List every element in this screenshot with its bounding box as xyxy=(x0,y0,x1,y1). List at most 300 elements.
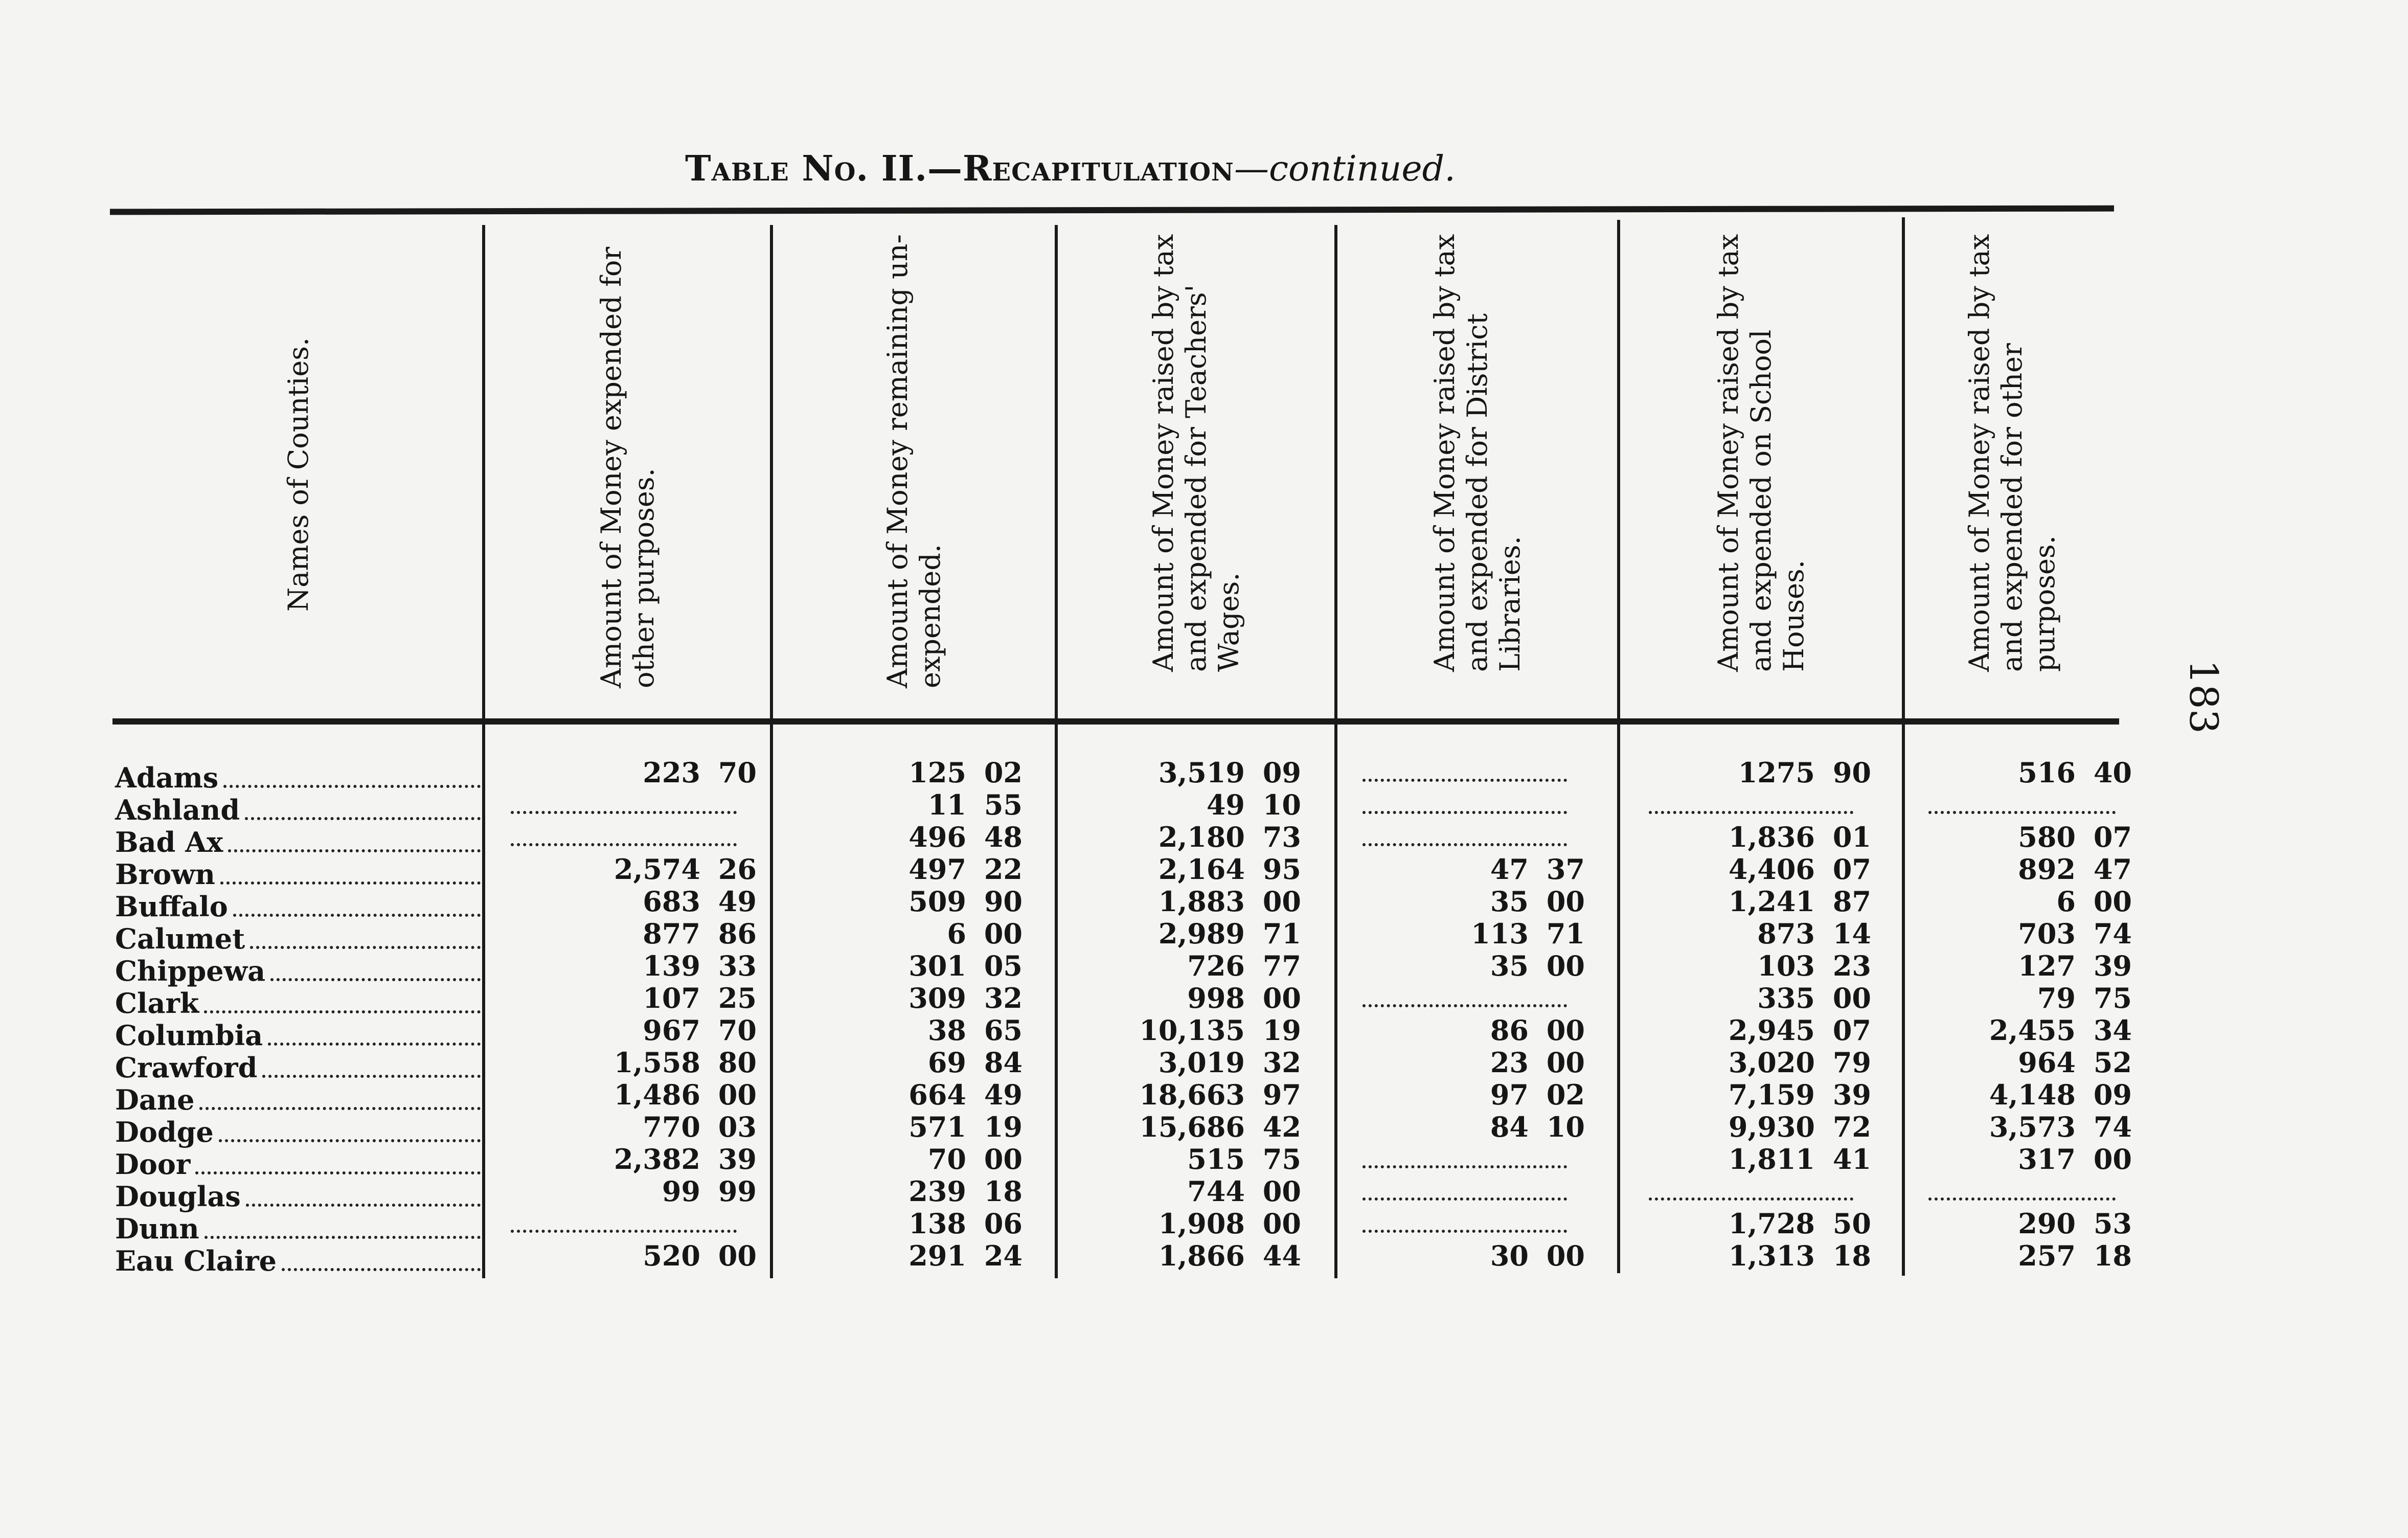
amount-cell xyxy=(491,918,757,950)
leader-dots xyxy=(228,849,481,852)
dollars: 223 xyxy=(643,756,700,789)
cents: 18 xyxy=(2093,1239,2132,1272)
table-row-county xyxy=(115,1181,481,1213)
leader-dots xyxy=(282,1268,481,1271)
cents: 07 xyxy=(2093,821,2132,853)
header-county xyxy=(115,240,482,716)
header-other-expended-label: Amount of Money expended for other purposes. xyxy=(595,246,660,688)
cents: 53 xyxy=(2093,1207,2132,1240)
amount-cell xyxy=(1912,918,2132,950)
dollars: 2,455 xyxy=(1989,1014,2076,1047)
cents: 33 xyxy=(718,949,757,982)
dollars: 4,406 xyxy=(1728,853,1815,886)
amount-cell xyxy=(1631,821,1871,853)
leader-dots xyxy=(1649,811,1853,814)
dollars: 998 xyxy=(1187,982,1245,1014)
county-name: Bad Ax xyxy=(115,826,223,858)
leader-dots xyxy=(1362,1197,1567,1201)
dollars: 290 xyxy=(2018,1207,2076,1240)
dollars: 3,020 xyxy=(1728,1046,1815,1079)
header-school-houses xyxy=(1620,234,1902,716)
table-row-county xyxy=(115,1148,481,1181)
header-bottom-rule xyxy=(112,718,2119,725)
header-other-expended xyxy=(486,240,770,716)
dollars: 1,486 xyxy=(614,1078,700,1111)
amount-cell xyxy=(1631,982,1871,1014)
leader-dots xyxy=(219,1139,481,1142)
cents: 52 xyxy=(2093,1046,2132,1079)
empty-cell xyxy=(491,1208,757,1240)
cents: 02 xyxy=(1546,1078,1585,1111)
dollars: 873 xyxy=(1757,917,1815,950)
cents: 09 xyxy=(1262,756,1301,789)
table-row-county xyxy=(115,1052,481,1084)
amount-cell xyxy=(1345,1014,1585,1047)
amount-cell xyxy=(777,1143,1023,1175)
amount-cell xyxy=(1631,886,1871,918)
cents: 47 xyxy=(2093,853,2132,886)
page-number: 183 xyxy=(2181,660,2227,734)
cents: 73 xyxy=(1262,821,1301,853)
table-row-county xyxy=(115,794,481,826)
empty-cell xyxy=(1912,789,2132,821)
cents: 00 xyxy=(984,1143,1023,1175)
cents: 05 xyxy=(984,949,1023,982)
header-other-raised-label: Amount of Money raised by tax and expended for other purposes. xyxy=(1963,234,2061,672)
dollars: 516 xyxy=(2018,756,2076,789)
amount-cell xyxy=(1345,918,1585,950)
dollars: 125 xyxy=(908,756,966,789)
table-row-county xyxy=(115,762,481,794)
amount-cell xyxy=(1061,950,1301,982)
dollars: 291 xyxy=(908,1239,966,1272)
cents: 06 xyxy=(984,1207,1023,1240)
cents: 95 xyxy=(1262,853,1301,886)
dollars: 726 xyxy=(1187,949,1245,982)
amount-cell xyxy=(1912,1047,2132,1079)
cents: 34 xyxy=(2093,1014,2132,1047)
dollars: 6 xyxy=(2056,885,2076,918)
amount-cell xyxy=(491,1014,757,1047)
dollars: 496 xyxy=(908,821,966,853)
dollars: 257 xyxy=(2018,1239,2076,1272)
table-row-county xyxy=(115,1116,481,1148)
empty-cell xyxy=(1345,1175,1585,1208)
amount-cell xyxy=(1912,982,2132,1014)
amount-cell xyxy=(491,1079,757,1111)
dollars: 3,019 xyxy=(1158,1046,1245,1079)
dollars: 38 xyxy=(927,1014,966,1047)
cents: 55 xyxy=(984,788,1023,821)
cents: 32 xyxy=(984,982,1023,1014)
amount-cell xyxy=(777,950,1023,982)
leader-dots xyxy=(270,978,481,981)
dollars: 239 xyxy=(908,1175,966,1208)
cents: 07 xyxy=(1832,1014,1871,1047)
leader-dots xyxy=(1649,1197,1853,1201)
dollars: 2,164 xyxy=(1158,853,1245,886)
cents: 00 xyxy=(1546,1239,1585,1272)
amount-cell xyxy=(1061,1175,1301,1208)
amount-cell xyxy=(1912,853,2132,886)
dollars: 15,686 xyxy=(1139,1111,1245,1143)
table-row-county xyxy=(115,826,481,858)
amount-cell xyxy=(777,886,1023,918)
dollars: 7,159 xyxy=(1728,1078,1815,1111)
cents: 00 xyxy=(1546,949,1585,982)
table-row-county xyxy=(115,891,481,923)
leader-dots xyxy=(233,914,481,917)
amount-cell xyxy=(777,853,1023,886)
amount-cell xyxy=(1061,757,1301,789)
cents: 97 xyxy=(1262,1078,1301,1111)
empty-cell xyxy=(1345,1143,1585,1175)
cents: 48 xyxy=(984,821,1023,853)
amount-cell xyxy=(491,757,757,789)
dollars: 18,663 xyxy=(1139,1078,1245,1111)
county-names xyxy=(115,762,481,1277)
amount-cell xyxy=(1631,757,1871,789)
amount-cell xyxy=(1345,886,1585,918)
empty-cell xyxy=(1345,789,1585,821)
amount-cell xyxy=(1061,821,1301,853)
cents: 42 xyxy=(1262,1111,1301,1143)
county-name: Crawford xyxy=(115,1051,258,1084)
dollars: 4,148 xyxy=(1989,1078,2076,1111)
amount-cell xyxy=(777,821,1023,853)
amount-cell xyxy=(777,1047,1023,1079)
cents: 00 xyxy=(718,1078,757,1111)
cents: 00 xyxy=(1546,885,1585,918)
amount-cell xyxy=(491,886,757,918)
table-row-county xyxy=(115,1245,481,1277)
county-name: Buffalo xyxy=(115,890,228,923)
dollars: 1,558 xyxy=(614,1046,700,1079)
amount-cell xyxy=(1061,789,1301,821)
cents: 18 xyxy=(984,1175,1023,1208)
dollars: 2,180 xyxy=(1158,821,1245,853)
dollars: 301 xyxy=(908,949,966,982)
header-teachers-wages-label: Amount of Money raised by tax and expended for Teachers' Wages. xyxy=(1147,234,1245,672)
amount-cell xyxy=(1912,1111,2132,1143)
dollars: 1,241 xyxy=(1728,885,1815,918)
cents: 00 xyxy=(2093,1143,2132,1175)
cents: 44 xyxy=(1262,1239,1301,1272)
empty-cell xyxy=(491,789,757,821)
cents: 00 xyxy=(1832,982,1871,1014)
amount-cell xyxy=(1631,1208,1871,1240)
amount-cell xyxy=(1061,1079,1301,1111)
dollars: 107 xyxy=(643,982,700,1014)
header-other-raised xyxy=(1905,234,2120,716)
amount-cell xyxy=(1061,1014,1301,1047)
county-name: Douglas xyxy=(115,1180,241,1213)
amount-cell xyxy=(1345,1079,1585,1111)
cents: 32 xyxy=(1262,1046,1301,1079)
county-name: Dane xyxy=(115,1083,195,1116)
amount-cell xyxy=(1912,1143,2132,1175)
dollars: 964 xyxy=(2018,1046,2076,1079)
cents: 19 xyxy=(1262,1014,1301,1047)
cents: 39 xyxy=(1832,1078,1871,1111)
amount-cell xyxy=(1061,1143,1301,1175)
empty-cell xyxy=(1631,789,1871,821)
cents: 75 xyxy=(1262,1143,1301,1175)
cents: 03 xyxy=(718,1111,757,1143)
leader-dots xyxy=(246,1204,481,1207)
empty-cell xyxy=(1912,1175,2132,1208)
header-district-libraries-label: Amount of Money raised by tax and expended for District Libraries. xyxy=(1428,234,1526,672)
cents: 18 xyxy=(1832,1239,1871,1272)
amount-cell xyxy=(1061,1240,1301,1272)
dollars: 703 xyxy=(2018,917,2076,950)
amount-cell xyxy=(1631,918,1871,950)
cents: 19 xyxy=(984,1111,1023,1143)
amount-cell xyxy=(491,853,757,886)
amount-cell xyxy=(1631,1240,1871,1272)
cents: 10 xyxy=(1262,788,1301,821)
cents: 75 xyxy=(2093,982,2132,1014)
amount-cell xyxy=(1061,853,1301,886)
dollars: 1,908 xyxy=(1158,1207,1245,1240)
amount-cell xyxy=(1631,1014,1871,1047)
leader-dots xyxy=(511,1230,737,1233)
amount-cell xyxy=(777,982,1023,1014)
amount-cell xyxy=(491,1143,757,1175)
dollars: 509 xyxy=(908,885,966,918)
leader-dots xyxy=(245,817,481,820)
dollars: 1,836 xyxy=(1728,821,1815,853)
amount-cell xyxy=(777,789,1023,821)
cents: 00 xyxy=(1546,1014,1585,1047)
amount-cell xyxy=(1912,1014,2132,1047)
dollars: 86 xyxy=(1490,1014,1529,1047)
leader-dots xyxy=(1928,1197,2116,1201)
leader-dots xyxy=(220,881,481,885)
amount-cell xyxy=(777,1111,1023,1143)
column-school-houses xyxy=(1631,757,1871,1272)
dollars: 11 xyxy=(927,788,966,821)
dollars: 79 xyxy=(2037,982,2076,1014)
cents: 65 xyxy=(984,1014,1023,1047)
cents: 01 xyxy=(1832,821,1871,853)
amount-cell xyxy=(1061,982,1301,1014)
dollars: 571 xyxy=(908,1111,966,1143)
leader-dots xyxy=(1362,779,1567,782)
amount-cell xyxy=(777,1175,1023,1208)
county-name: Clark xyxy=(115,987,199,1020)
cents: 22 xyxy=(984,853,1023,886)
amount-cell xyxy=(491,950,757,982)
dollars: 1,728 xyxy=(1728,1207,1815,1240)
title-prefix: Table No. II.— xyxy=(685,148,963,189)
cents: 80 xyxy=(718,1046,757,1079)
dollars: 892 xyxy=(2018,853,2076,886)
dollars: 664 xyxy=(908,1078,966,1111)
cents: 87 xyxy=(1832,885,1871,918)
amount-cell xyxy=(1061,1047,1301,1079)
cents: 50 xyxy=(1832,1207,1871,1240)
dollars: 683 xyxy=(643,885,700,918)
county-name: Adams xyxy=(115,761,219,794)
amount-cell xyxy=(1061,1208,1301,1240)
dollars: 335 xyxy=(1757,982,1815,1014)
dollars: 127 xyxy=(2018,949,2076,982)
amount-cell xyxy=(1061,918,1301,950)
cents: 25 xyxy=(718,982,757,1014)
title-continued: —continued. xyxy=(1234,149,1456,189)
dollars: 1,866 xyxy=(1158,1239,1245,1272)
cents: 09 xyxy=(2093,1078,2132,1111)
county-name: Brown xyxy=(115,858,215,891)
county-name: Columbia xyxy=(115,1019,263,1052)
dollars: 23 xyxy=(1490,1046,1529,1079)
county-name: Door xyxy=(115,1148,191,1181)
leader-dots xyxy=(268,1043,481,1046)
amount-cell xyxy=(1631,1079,1871,1111)
amount-cell xyxy=(1912,1079,2132,1111)
county-name: Ashland xyxy=(115,794,240,826)
amount-cell xyxy=(777,918,1023,950)
cents: 99 xyxy=(718,1175,757,1208)
amount-cell xyxy=(1912,1208,2132,1240)
leader-dots xyxy=(195,1171,481,1174)
leader-dots xyxy=(204,1010,481,1013)
dollars: 10,135 xyxy=(1139,1014,1245,1047)
empty-cell xyxy=(1345,757,1585,789)
top-rule xyxy=(110,206,2114,215)
column-teachers-wages xyxy=(1061,757,1301,1272)
column-unexpended xyxy=(777,757,1023,1272)
dollars: 770 xyxy=(643,1111,700,1143)
dollars: 1,811 xyxy=(1728,1143,1815,1175)
dollars: 1,883 xyxy=(1158,885,1245,918)
cents: 84 xyxy=(984,1046,1023,1079)
leader-dots xyxy=(511,843,737,846)
dollars: 49 xyxy=(1206,788,1245,821)
amount-cell xyxy=(1631,1047,1871,1079)
cents: 71 xyxy=(1262,917,1301,950)
table-title xyxy=(685,143,1524,194)
amount-cell xyxy=(1061,1111,1301,1143)
dollars: 69 xyxy=(927,1046,966,1079)
empty-cell xyxy=(491,821,757,853)
dollars: 3,519 xyxy=(1158,756,1245,789)
cents: 74 xyxy=(2093,1111,2132,1143)
dollars: 520 xyxy=(643,1239,700,1272)
cents: 86 xyxy=(718,917,757,950)
column-district-libraries xyxy=(1345,757,1585,1272)
dollars: 138 xyxy=(908,1207,966,1240)
cents: 77 xyxy=(1262,949,1301,982)
amount-cell xyxy=(1061,886,1301,918)
leader-dots xyxy=(1362,811,1567,814)
amount-cell xyxy=(777,1079,1023,1111)
amount-cell xyxy=(1912,757,2132,789)
amount-cell xyxy=(777,1240,1023,1272)
header-county-label: Names of Counties. xyxy=(282,337,314,612)
dollars: 309 xyxy=(908,982,966,1014)
cents: 74 xyxy=(2093,917,2132,950)
cents: 00 xyxy=(1262,1175,1301,1208)
amount-cell xyxy=(777,1208,1023,1240)
cents: 00 xyxy=(1262,982,1301,1014)
dollars: 139 xyxy=(643,949,700,982)
cents: 24 xyxy=(984,1239,1023,1272)
leader-dots xyxy=(205,1236,481,1239)
cents: 00 xyxy=(1262,1207,1301,1240)
dollars: 35 xyxy=(1490,949,1529,982)
cents: 49 xyxy=(718,885,757,918)
amount-cell xyxy=(1345,1240,1585,1272)
cents: 37 xyxy=(1546,853,1585,886)
cents: 00 xyxy=(718,1239,757,1272)
dollars: 97 xyxy=(1490,1078,1529,1111)
amount-cell xyxy=(491,1175,757,1208)
header-teachers-wages xyxy=(1058,234,1334,716)
cents: 26 xyxy=(718,853,757,886)
dollars: 113 xyxy=(1471,917,1529,950)
dollars: 9,930 xyxy=(1728,1111,1815,1143)
empty-cell xyxy=(1345,982,1585,1014)
leader-dots xyxy=(250,946,481,949)
cents: 23 xyxy=(1832,949,1871,982)
county-name: Eau Claire xyxy=(115,1245,277,1277)
cents: 39 xyxy=(718,1143,757,1175)
cents: 79 xyxy=(1832,1046,1871,1079)
dollars: 35 xyxy=(1490,885,1529,918)
cents: 70 xyxy=(718,1014,757,1047)
leader-dots xyxy=(199,1107,481,1110)
leader-dots xyxy=(1362,1165,1567,1168)
leader-dots xyxy=(1362,843,1567,846)
amount-cell xyxy=(1912,950,2132,982)
cents: 00 xyxy=(984,917,1023,950)
amount-cell xyxy=(1631,1143,1871,1175)
amount-cell xyxy=(1912,1240,2132,1272)
leader-dots xyxy=(1362,1004,1567,1007)
dollars: 6 xyxy=(947,917,966,950)
amount-cell xyxy=(491,982,757,1014)
leader-dots xyxy=(511,811,737,814)
cents: 90 xyxy=(1832,756,1871,789)
dollars: 2,945 xyxy=(1728,1014,1815,1047)
column-divider xyxy=(482,225,485,1278)
amount-cell xyxy=(491,1111,757,1143)
amount-cell xyxy=(491,1240,757,1272)
amount-cell xyxy=(1631,950,1871,982)
dollars: 1275 xyxy=(1738,756,1815,789)
cents: 10 xyxy=(1546,1111,1585,1143)
header-school-houses-label: Amount of Money raised by tax and expended on School Houses. xyxy=(1712,234,1810,672)
cents: 70 xyxy=(718,756,757,789)
dollars: 3,573 xyxy=(1989,1111,2076,1143)
leader-dots xyxy=(262,1075,481,1078)
table-row-county xyxy=(115,923,481,955)
amount-cell xyxy=(1912,886,2132,918)
county-name: Calumet xyxy=(115,922,245,955)
cents: 71 xyxy=(1546,917,1585,950)
table-row-county xyxy=(115,1020,481,1052)
leader-dots xyxy=(1928,811,2116,814)
dollars: 2,382 xyxy=(614,1143,700,1175)
cents: 41 xyxy=(1832,1143,1871,1175)
empty-cell xyxy=(1345,821,1585,853)
county-name: Dunn xyxy=(115,1212,199,1245)
amount-cell xyxy=(1345,950,1585,982)
amount-cell xyxy=(777,1014,1023,1047)
amount-cell xyxy=(1912,821,2132,853)
